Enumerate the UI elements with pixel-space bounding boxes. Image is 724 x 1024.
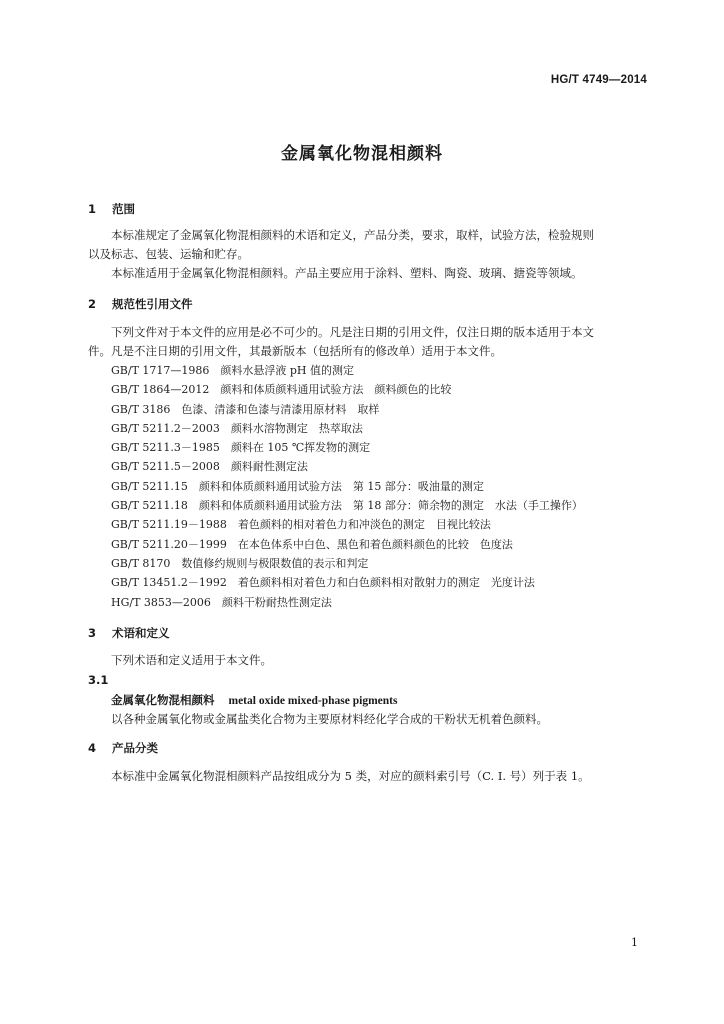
term-chinese: 金属氧化物混相颜料 <box>111 693 215 707</box>
document-title: 金属氧化物混相颜料 <box>281 144 443 164</box>
reference-item: GB/T 5211.15 颜料和体质颜料通用试验方法 第 15 部分：吸油量的测定 <box>111 480 484 493</box>
term-definition: 以各种金属氧化物或金属盐类化合物为主要原材料经化学合成的干粉状无机着色颜料。 <box>111 712 548 726</box>
reference-item: GB/T 5211.3－1985 颜料在 105 ℃挥发物的测定 <box>111 441 371 454</box>
reference-item: GB/T 5211.19－1988 着色颜料的相对着色力和冲淡色的测定 目视比较法 <box>111 518 491 531</box>
section-2-heading <box>88 296 193 312</box>
paragraph-line: 本标准适用于金属氧化物混相颜料。产品主要应用于涂料、塑料、陶瓷、玻璃、搪瓷等领域。 <box>111 266 583 280</box>
section-title: 术语和定义 <box>112 626 170 640</box>
paragraph-line: 下列术语和定义适用于本文件。 <box>111 653 272 667</box>
section-title: 产品分类 <box>112 741 158 755</box>
standard-code: HG/T 4749—2014 <box>550 74 647 86</box>
reference-item: GB/T 5211.2－2003 颜料水溶物测定 热萃取法 <box>111 422 363 435</box>
reference-item: GB/T 5211.5－2008 颜料耐性测定法 <box>111 460 308 473</box>
page-number: 1 <box>631 936 638 949</box>
term-entry <box>111 692 397 708</box>
section-title: 规范性引用文件 <box>112 297 193 311</box>
term-english: metal oxide mixed-phase pigments <box>228 695 398 707</box>
reference-item: GB/T 1717—1986 颜料水悬浮液 pH 值的测定 <box>111 364 355 377</box>
reference-item: GB/T 8170 数值修约规则与极限数值的表示和判定 <box>111 557 369 570</box>
section-4-heading <box>88 740 158 756</box>
section-title: 范围 <box>112 202 135 216</box>
reference-item: GB/T 3186 色漆、清漆和色漆与清漆用原材料 取样 <box>111 403 380 416</box>
paragraph-line: 本标准中金属氧化物混相颜料产品按组成分为 5 类，对应的颜料索引号（C. I. 号）列于表 1。 <box>111 769 590 783</box>
section-number: 3 <box>88 626 97 640</box>
section-number: 1 <box>88 202 97 216</box>
section-number: 4 <box>88 741 97 755</box>
reference-item: GB/T 5211.18 颜料和体质颜料通用试验方法 第 18 部分：筛余物的测定 水法（手工操作） <box>111 499 583 512</box>
paragraph-line: 本标准规定了金属氧化物混相颜料的术语和定义，产品分类，要求，取样，试验方法，检验规则 <box>111 228 594 242</box>
reference-item: GB/T 1864—2012 颜料和体质颜料通用试验方法 颜料颜色的比较 <box>111 383 452 396</box>
reference-item: HG/T 3853—2006 颜料干粉耐热性测定法 <box>111 596 332 609</box>
paragraph-line: 以及标志、包装、运输和贮存。 <box>88 247 249 261</box>
section-1-heading <box>88 201 135 217</box>
reference-item: GB/T 5211.20－1999 在本色体系中白色、黑色和着色颜料颜色的比较 色度法 <box>111 538 513 551</box>
paragraph-line: 件。凡是不注日期的引用文件，其最新版本（包括所有的修改单）适用于本文件。 <box>88 344 502 358</box>
reference-item: GB/T 13451.2－1992 着色颜料相对着色力和白色颜料相对散射力的测定 光度计法 <box>111 576 535 589</box>
section-number: 2 <box>88 297 97 311</box>
subsection-number: 3.1 <box>88 673 109 687</box>
paragraph-line: 下列文件对于本文件的应用是必不可少的。凡是注日期的引用文件，仅注日期的版本适用于本文 <box>111 325 594 339</box>
section-3-heading <box>88 625 170 641</box>
